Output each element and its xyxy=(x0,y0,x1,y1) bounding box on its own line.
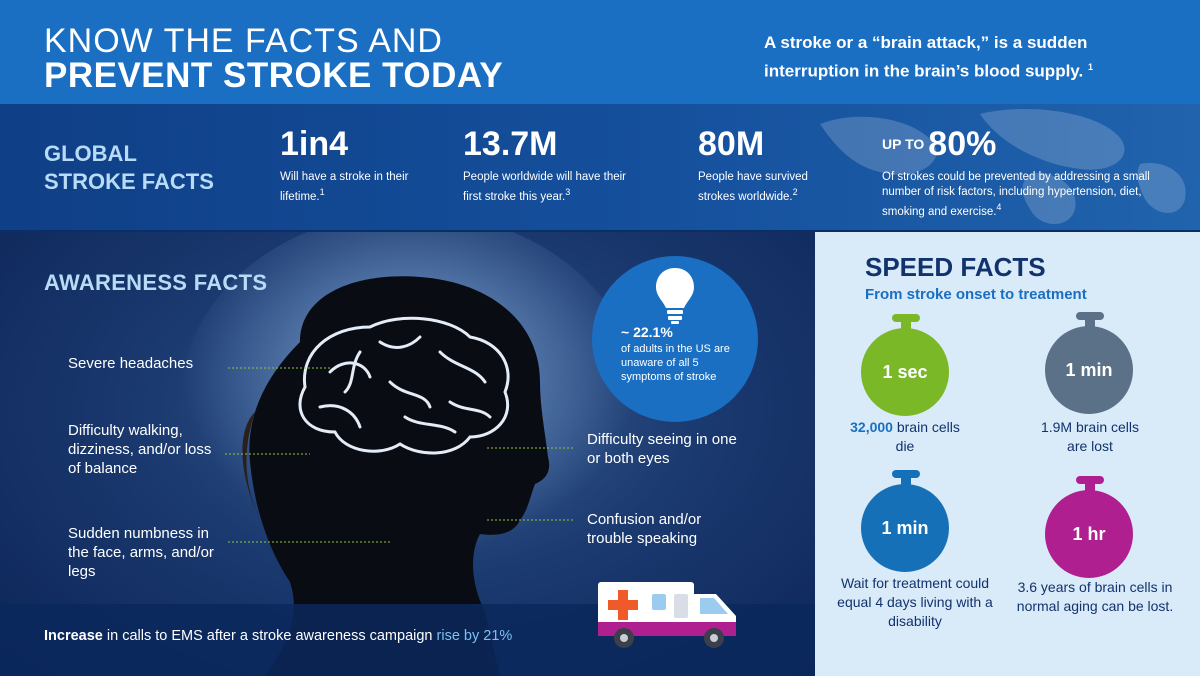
stat-text-body: Will have a stroke in their lifetime. xyxy=(280,171,409,203)
lightbulb-icon xyxy=(654,266,696,326)
symptom-headaches: Severe headaches xyxy=(68,355,194,372)
stat-text xyxy=(463,170,633,205)
stopwatch-icon: 1 min xyxy=(1045,326,1133,414)
symptom-walking: Difficulty walking, dizziness, and/or loss of balance xyxy=(68,422,212,477)
ambulance-icon xyxy=(596,574,741,654)
timer-1-hr xyxy=(1045,476,1135,586)
awareness-panel xyxy=(0,232,815,676)
stat-text xyxy=(882,170,1152,220)
stat-one-in-four xyxy=(280,124,420,205)
awareness-stat-value: ~ 22.1% xyxy=(621,324,673,340)
stat-ref: 1 xyxy=(319,187,325,197)
header xyxy=(0,0,1200,104)
stopwatch-icon: 1 min xyxy=(861,484,949,572)
stat-first-strokes xyxy=(463,124,633,205)
awareness-heading: AWARENESS FACTS xyxy=(44,270,268,295)
ems-bold: Increase xyxy=(44,628,103,644)
timer-4-caption: 3.6 years of brain cells in normal aging can be lost. xyxy=(1016,579,1174,614)
speed-facts-panel xyxy=(815,232,1200,676)
ems-stat-text xyxy=(44,628,512,644)
stat-value: 1in4 xyxy=(280,125,349,163)
title-line-2: PREVENT STROKE TODAY xyxy=(44,56,504,95)
stat-ref: 4 xyxy=(996,202,1002,212)
timer-1-min-wait xyxy=(861,470,951,580)
timer-1-min-lost xyxy=(1045,312,1135,422)
timer-1-sec xyxy=(861,314,951,424)
header-description xyxy=(764,30,1184,84)
global-heading-line-2: STROKE FACTS xyxy=(44,169,214,194)
awareness-stat-circle xyxy=(592,256,758,422)
stat-value: 13.7M xyxy=(463,125,558,163)
caption-text: brain cells die xyxy=(892,419,960,454)
timer-2-caption: 1.9M brain cells are lost xyxy=(1040,419,1140,454)
stat-value: 80% xyxy=(928,125,997,163)
global-heading-line-1: GLOBAL xyxy=(44,141,137,166)
stat-value: 80M xyxy=(698,125,765,163)
stat-prefix: UP TO xyxy=(882,136,925,152)
stopwatch-icon: 1 sec xyxy=(861,328,949,416)
symptom-confusion: Confusion and/or trouble speaking xyxy=(587,511,702,547)
ems-accent: rise by 21% xyxy=(436,628,513,644)
symptom-numbness: Sudden numbness in the face, arms, and/or legs xyxy=(68,525,214,580)
stopwatch-icon: 1 hr xyxy=(1045,490,1133,578)
stat-survivors xyxy=(698,124,838,205)
speed-facts-subheading: From stroke onset to treatment xyxy=(865,286,1087,303)
stat-text xyxy=(698,170,838,205)
stat-preventable xyxy=(882,124,1152,220)
stat-value-row xyxy=(882,124,1152,164)
stat-text-body: People have survived strokes worldwide. xyxy=(698,171,808,203)
timer-3-caption: Wait for treatment could equal 4 days living with a disability xyxy=(837,575,993,629)
title-line-1: KNOW THE FACTS AND xyxy=(44,22,443,60)
symptom-vision: Difficulty seeing in one or both eyes xyxy=(587,431,737,467)
header-description-ref: 1 xyxy=(1087,62,1093,72)
ems-middle: in calls to EMS after a stroke awareness campaign xyxy=(102,628,437,644)
speed-facts-heading: SPEED FACTS xyxy=(865,252,1046,282)
global-facts-heading xyxy=(44,140,244,196)
header-description-text: A stroke or a “brain attack,” is a sudden interruption in the brain’s blood supply. xyxy=(764,33,1088,81)
stat-text-body: People worldwide will have their first stroke this year. xyxy=(463,171,626,203)
awareness-stat-text: of adults in the US are unaware of all 5 symptoms of stroke xyxy=(621,343,730,383)
stat-ref: 3 xyxy=(565,187,571,197)
caption-bold: 32,000 xyxy=(850,419,893,435)
stat-ref: 2 xyxy=(792,187,798,197)
global-facts-band xyxy=(0,104,1200,232)
stat-text-body: Of strokes could be prevented by addressing a small number of risk factors, including hypertension, diet, smoking and exercise. xyxy=(882,171,1150,218)
timer-1-caption xyxy=(845,418,965,456)
stat-text xyxy=(280,170,420,205)
